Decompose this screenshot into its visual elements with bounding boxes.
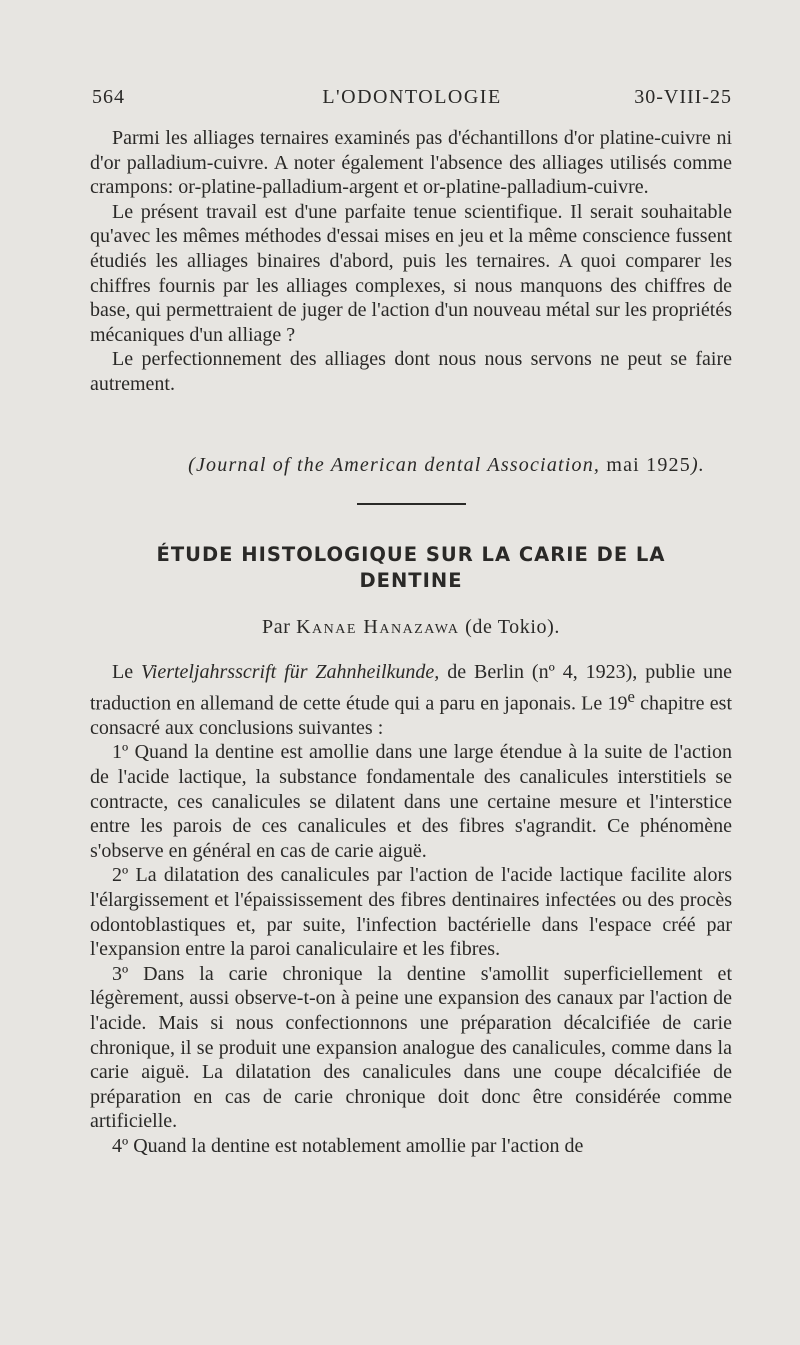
conclusion-paragraph: 1º Quand la dentine est amollie dans une large étendue à la suite de l'action de l'acide lactique, la substance fondamentale des canalicules interstitiels se contracte, ces canalicules se dilatent dans une certaine mesure et l'interstice entre les parois de ces canalicules et des fibres s'agrandit. Ce phénomène s'observe en général en cas de carie aiguë.	[90, 741, 732, 862]
source-journal: Journal of the American dental Association,	[195, 454, 601, 476]
page-number: 564	[92, 86, 125, 108]
paragraph: Parmi les alliages ternaires examinés pas d'échantillons d'or platine-cuivre ni d'or palladium-cuivre. A noter également l'absence des alliages utilisés comme crampons: or-platine-palladium-argent et or-platine-palladium-cuivre.	[90, 127, 732, 199]
section-divider	[357, 503, 466, 505]
conclusion-paragraph: 3º Dans la carie chronique la dentine s'amollit superficiellement et légèrement, aussi observe-t-on à peine une expansion des canaux par l'action de l'acide. Mais si nous confectionnons une préparation décalcifiée de carie chronique, il se produit une expansion analogue des canalicules, comme dans la carie aiguë. La dilatation des canalicules dans une coupe décalcifiée de préparation en cas de carie chronique doit donc être considérée comme artificielle.	[90, 962, 732, 1133]
intro-paragraph: Le Vierteljahrsscrift für Zahnheilkunde, de Berlin (nº 4, 1923), publie une traduction en allemand de cette étude qui a paru en japonais. Le 19e chapitre est consacré aux conclusions suivantes :	[90, 661, 733, 739]
source-date: mai 1925	[606, 454, 691, 476]
article1-body	[90, 126, 732, 397]
byline: Par Kanae Hanazawa (de Tokio).	[262, 616, 560, 638]
conclusion-paragraph: 4º Quand la dentine est notablement amollie par l'action de	[112, 1134, 584, 1157]
article-title: ÉTUDE HISTOLOGIQUE SUR LA CARIE DE LA DENTINE	[156, 543, 666, 592]
paragraph: Le présent travail est d'une parfaite tenue scientifique. Il serait souhaitable qu'avec les mêmes méthodes d'essai mises en jeu et la même conscience fussent étudiés les alliages binaires d'abord, puis les ternaires. A quoi comparer les chiffres fournis par les alliages complexes, si nous manquons des chiffres de base, qui permettraient de juger de l'action d'un nouveau métal sur les propriétés mécaniques d'un alliage ?	[90, 200, 732, 346]
issue-date: 30-VIII-25	[634, 86, 732, 108]
journal-title: L'ODONTOLOGIE	[322, 86, 502, 108]
author-name: Kanae Hanazawa	[296, 616, 460, 638]
paragraph: Le perfectionnement des alliages dont nous nous servons ne peut se faire autrement.	[90, 348, 732, 395]
conclusion-paragraph: 2º La dilatation des canalicules par l'action de l'acide lactique facilite alors l'élargissement et l'épaississement des fibres dentinaires infectées ou des procès odontoblastiques et, par suite, l'infection bactérielle dans l'espace créé par l'expansion entre la paroi canaliculaire et les fibres.	[90, 864, 732, 961]
running-header	[92, 86, 732, 116]
source-citation: (Journal of the American dental Association, mai 1925).	[188, 454, 705, 476]
journal-reference: Vierteljahrsscrift für Zahnheilkunde,	[141, 661, 440, 683]
article2-body	[90, 660, 732, 1159]
